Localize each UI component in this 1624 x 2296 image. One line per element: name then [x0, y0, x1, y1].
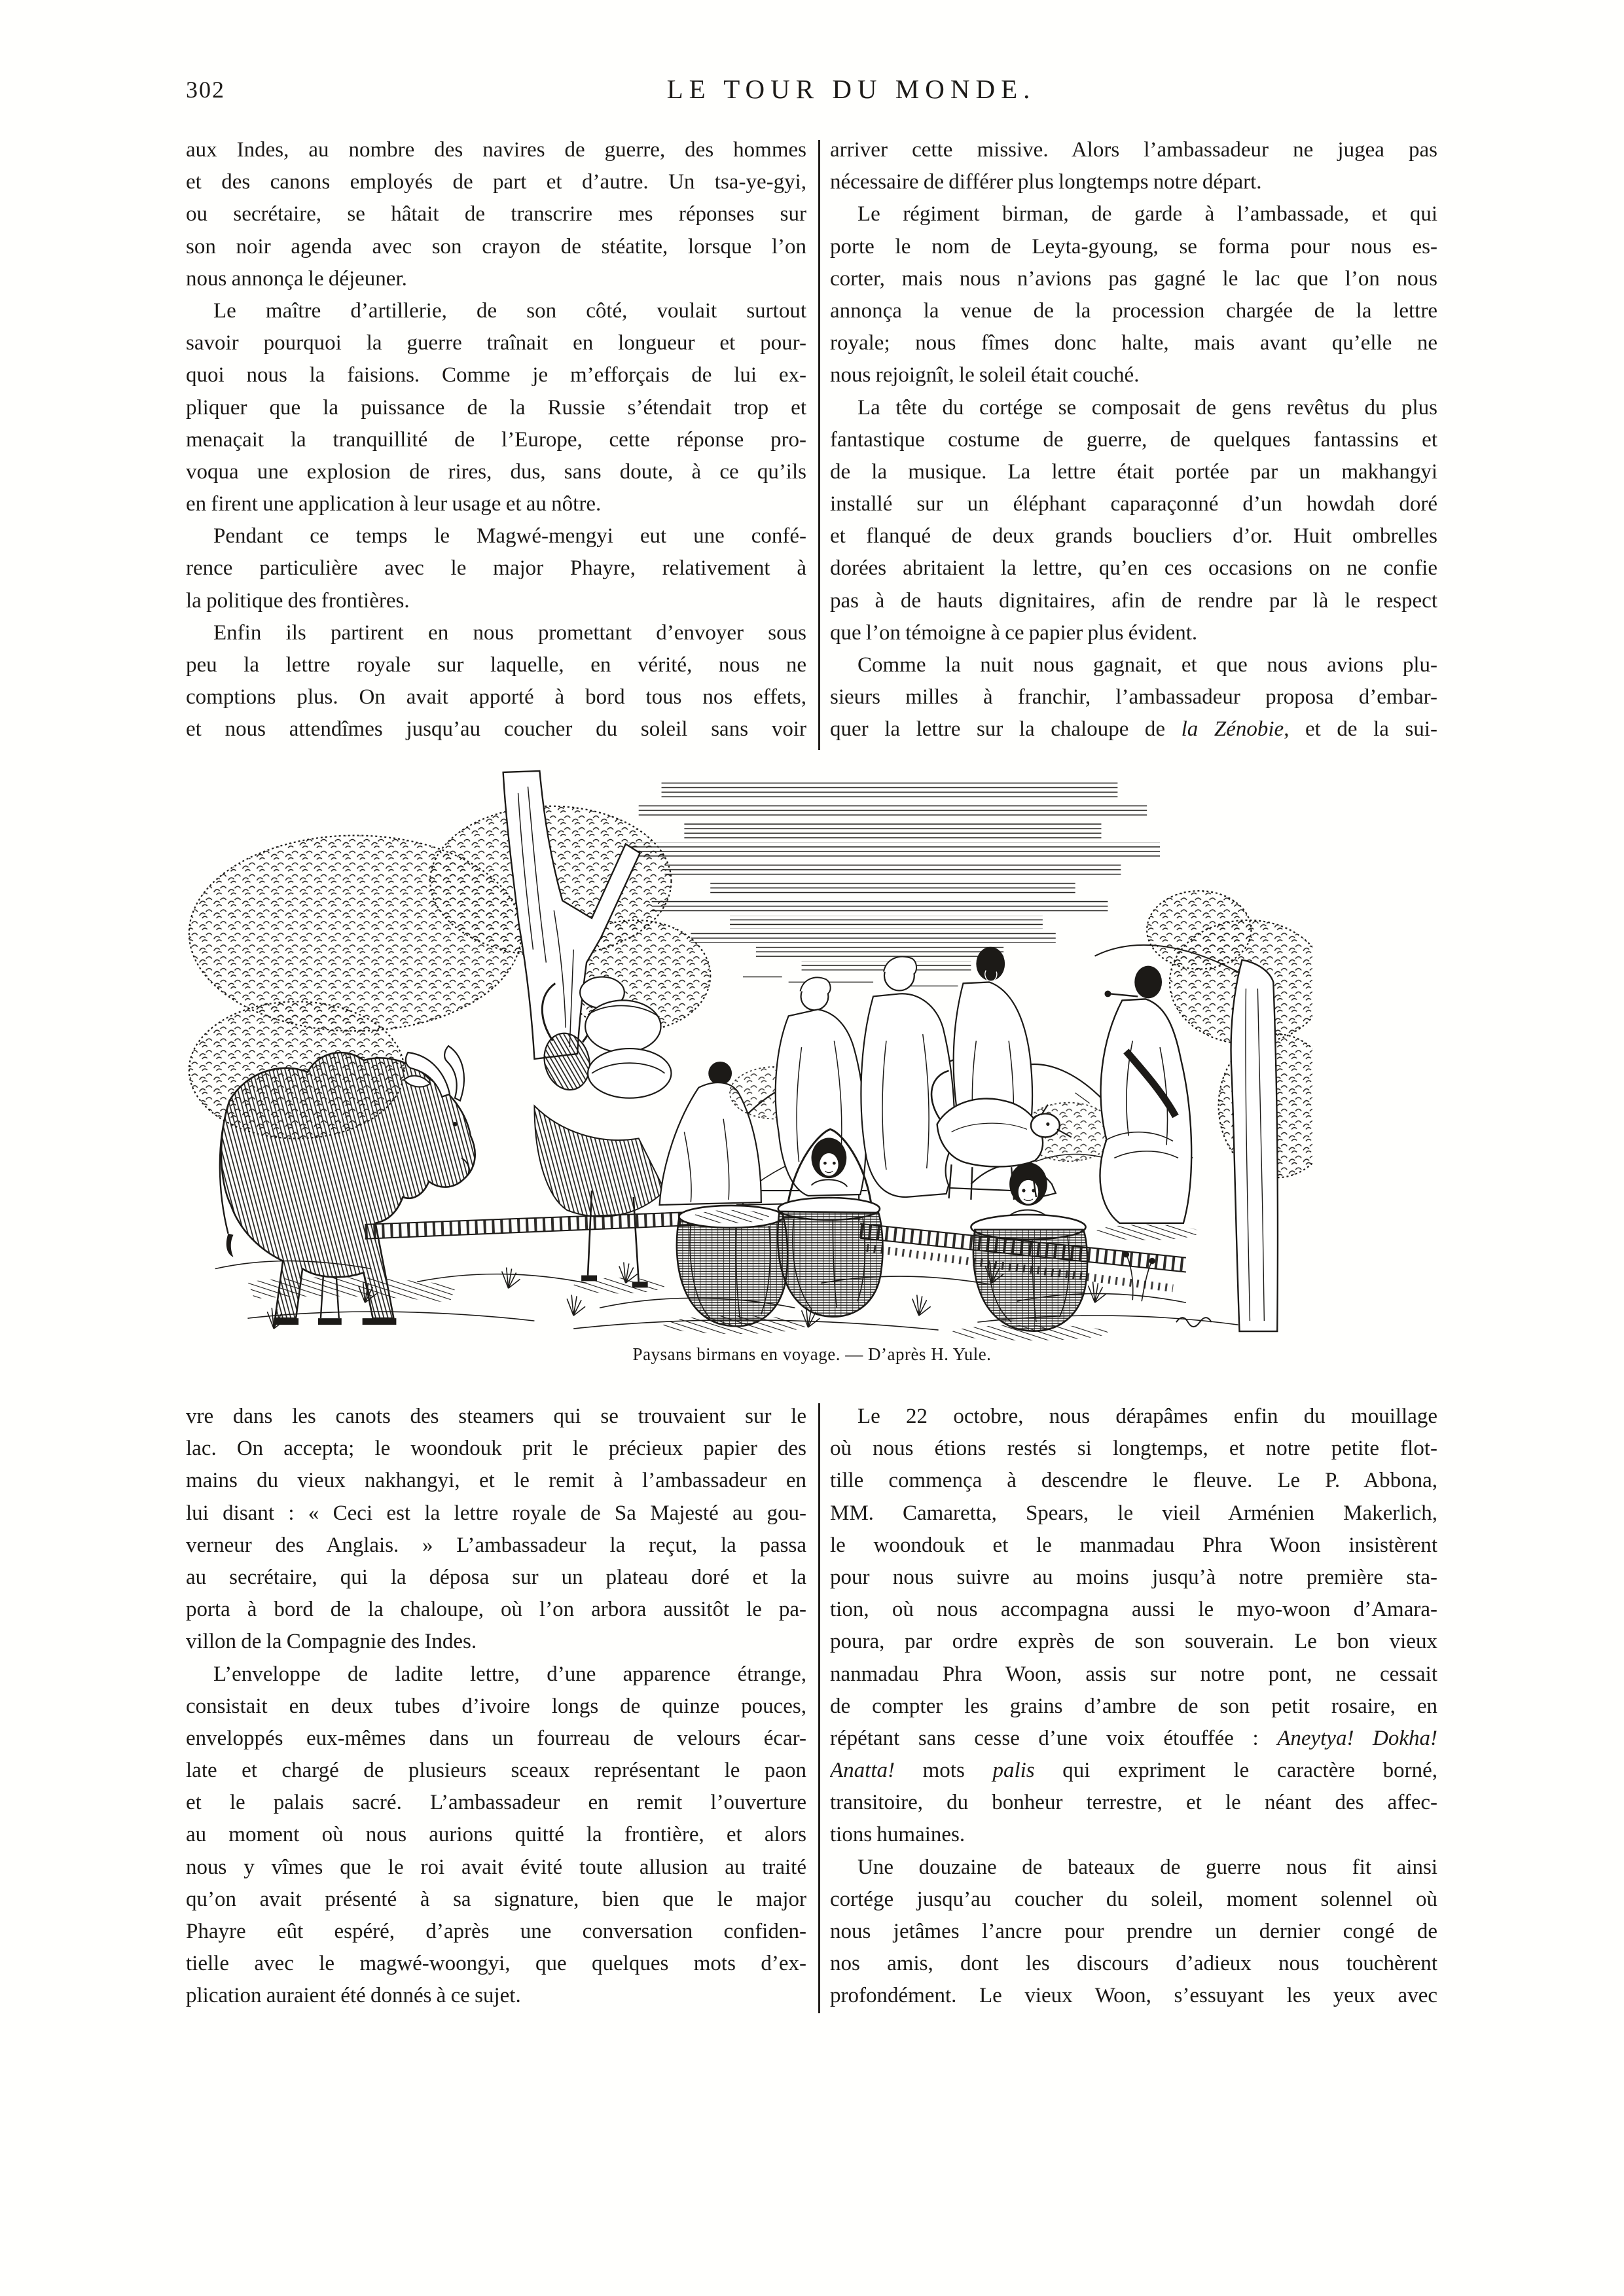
text-line: et des canons employés de part et d’autre. Un tsa-ye-gyi, — [186, 170, 806, 194]
text-line: son noir agenda avec son crayon de stéatite, lorsque l’on — [186, 234, 806, 259]
text-line: tille commença à descendre le fleuve. Le P. Abbona, — [830, 1469, 1437, 1493]
ox2-body — [534, 1106, 664, 1217]
text-line: Pendant ce temps le Magwé-mengyi eut une confé- — [213, 524, 806, 548]
text-line: vre dans les canots des steamers qui se trouvaient sur le — [186, 1405, 806, 1428]
text-line: ou secrétaire, se hâtait de transcrire mes réponses sur — [186, 202, 806, 226]
text-line: fantastique costume de guerre, de quelques fantassins et — [830, 427, 1437, 452]
text-line: au secrétaire, qui la déposa sur un plateau doré et la — [186, 1565, 806, 1589]
text-line: lui disant : « Ceci est la lettre royale de Sa Majesté au gou- — [186, 1501, 806, 1525]
text-line: corter, mais nous n’avions pas gagné le lac que l’on nous — [830, 266, 1437, 291]
text-line: Une douzaine de bateaux de guerre nous fit ainsi — [857, 1855, 1437, 1879]
page-number: 302 — [186, 77, 225, 103]
text-line: nanmadau Phra Woon, assis sur notre pont, ne cessait — [830, 1662, 1437, 1686]
text-line: verneur des Anglais. » L’ambassadeur la reçut, la passa — [186, 1533, 806, 1557]
column-bottom-right — [830, 1401, 1437, 2013]
text-line: nous jetâmes l’ancre pour prendre un dernier congé de — [830, 1920, 1437, 1943]
text-line: au moment où nous aurions quitté la frontière, et alors — [186, 1823, 806, 1847]
text-line: voqua une explosion de rires, dus, sans doute, à ce qu’ils — [186, 459, 806, 484]
text-line: profondément. Le vieux Woon, s’essuyant les yeux avec — [830, 1984, 1437, 2008]
text-line: nos amis, dont les discours d’adieux nous touchèrent — [830, 1952, 1437, 1976]
text-line: enveloppés eux-mêmes dans un fourreau de velours écar- — [186, 1726, 806, 1750]
text-line: où nous étions restés si longtemps, et notre petite flot- — [830, 1437, 1437, 1461]
text-line: savoir pourquoi la guerre traînait en longueur et pour- — [186, 331, 806, 355]
text-line: installé sur un éléphant caparaçonné d’un howdah doré — [830, 492, 1437, 516]
text-line: poura, par ordre exprès de son souverain. Le bon vieux — [830, 1630, 1437, 1654]
text-line: Phayre eût espéré, d’après une conversation confiden- — [186, 1920, 806, 1943]
text-line: de compter les grains d’ambre de son petit rosaire, en — [830, 1694, 1437, 1718]
engraving-illustration — [167, 767, 1312, 1340]
text-line: aux Indes, au nombre des navires de guerre, des hommes — [186, 138, 806, 162]
text-line: répétant sans cesse d’une voix étouffée : Aneytya! Dokha! — [830, 1726, 1437, 1750]
text-line: comptions plus. On avait apporté à bord tous nos effets, — [186, 685, 806, 709]
text-line: tielle avec le magwé-woongyi, que quelques mots d’ex- — [186, 1952, 806, 1976]
text-line: mains du vieux nakhangyi, et le remit à l’ambassadeur en — [186, 1469, 806, 1493]
text-line: consistait en deux tubes d’ivoire longs de quinze pouces, — [186, 1694, 806, 1718]
text-line: lac. On accepta; le woondouk prit le précieux papier des — [186, 1437, 806, 1461]
column-divider-bottom — [818, 1403, 820, 2013]
column-top-left — [186, 134, 806, 746]
text-line: porta à bord de la chaloupe, où l’on arbora aussitôt le pa- — [186, 1598, 806, 1622]
text-line: Le 22 octobre, nous dérapâmes enfin du mouillage — [857, 1405, 1437, 1428]
text-line: et nous attendîmes jusqu’au coucher du soleil sans voir — [186, 717, 806, 742]
text-line: arriver cette missive. Alors l’ambassadeur ne jugea pas — [830, 138, 1437, 162]
text-line: nous annonça le déjeuner. — [186, 266, 407, 291]
text-line: et le palais sacré. L’ambassadeur en remit l’ouverture — [186, 1791, 806, 1815]
text-line: villon de la Compagnie des Indes. — [186, 1630, 477, 1654]
text-line: pour nous suivre au moins jusqu’à notre première sta- — [830, 1565, 1437, 1589]
text-line: transitoire, du bonheur terrestre, et le néant des affec- — [830, 1791, 1437, 1815]
basket-left-empty — [677, 1206, 787, 1326]
text-line: nous rejoignît, le soleil était couché. — [830, 363, 1140, 387]
text-line: porte le nom de Leyta-gyoung, se forma pour nous es- — [830, 234, 1437, 259]
text-line: la politique des frontières. — [186, 588, 410, 613]
text-line: Anatta! mots palis qui expriment le caractère borné, — [830, 1759, 1437, 1783]
text-line: qu’on avait présenté à sa signature, bien que le major — [186, 1887, 806, 1911]
sky-strokes — [743, 977, 958, 986]
text-line: royale; nous fîmes donc halte, mais avant qu’elle ne — [830, 331, 1437, 355]
text-line: Le régiment birman, de garde à l’ambassade, et qui — [857, 202, 1437, 226]
column-divider-top — [818, 140, 820, 750]
text-line: pliquer que la puissance de la Russie s’étendait trop et — [186, 395, 806, 420]
text-line: rence particulière avec le major Phayre, relativement à — [186, 556, 806, 581]
journal-title: LE TOUR DU MONDE. — [666, 74, 1036, 104]
text-line: le woondouk et le manmadau Phra Woon insistèrent — [830, 1533, 1437, 1557]
text-line: peu la lettre royale sur laquelle, en vérité, nous ne — [186, 653, 806, 677]
figure-man-white-turban — [861, 957, 954, 1197]
text-line: L’enveloppe de ladite lettre, d’une apparence étrange, — [213, 1662, 806, 1686]
text-line: plication auraient été donnés à ce sujet. — [186, 1984, 521, 2008]
text-line: nécessaire de différer plus longtemps notre départ. — [830, 170, 1262, 194]
text-line: de la musique. La lettre était portée par un makhangyi — [830, 459, 1437, 484]
text-line: menaçait la tranquillité de l’Europe, cette réponse pro- — [186, 427, 806, 452]
text-line: annonça la venue de la procession chargée de la lettre — [830, 298, 1437, 323]
text-line: pas à de hauts dignitaires, afin de rendre par là le respect — [830, 588, 1437, 613]
text-line: tions humaines. — [830, 1823, 965, 1847]
text-line: La tête du cortége se composait de gens revêtus du plus — [857, 395, 1437, 420]
text-line: quer la lettre sur la chaloupe de la Zénobie, et de la sui- — [830, 717, 1437, 742]
text-line: que l’on témoigne à ce papier plus évident. — [830, 620, 1198, 645]
sky-hatching — [626, 781, 1160, 971]
text-line: quoi nous la faisions. Comme je m’efforçais de lui ex- — [186, 363, 806, 387]
column-bottom-left — [186, 1401, 806, 2013]
text-line: late et chargé de plusieurs sceaux représentant le paon — [186, 1759, 806, 1783]
seated-group-center — [730, 947, 1114, 1197]
text-line: Le maître d’artillerie, de son côté, voulait surtout — [213, 298, 806, 323]
column-top-right — [830, 134, 1437, 746]
text-line: tion, où nous accompagna aussi le myo-woon d’Amara- — [830, 1598, 1437, 1622]
text-line: et flanqué de deux grands boucliers d’or. Huit ombrelles — [830, 524, 1437, 548]
text-line: dorées abritaient la lettre, qu’en ces occasions on ne confie — [830, 556, 1437, 581]
text-line: en firent une application à leur usage et au nôtre. — [186, 492, 602, 516]
text-line: MM. Camaretta, Spears, le vieil Arménien Makerlich, — [830, 1501, 1437, 1525]
text-line: nous y vîmes que le roi avait évité toute allusion au traité — [186, 1855, 806, 1879]
text-line: Comme la nuit nous gagnait, et que nous avions plu- — [857, 653, 1437, 677]
text-line: cortége jusqu’au coucher du soleil, moment solennel où — [830, 1887, 1437, 1911]
text-line: Enfin ils partirent en nous promettant d’envoyer sous — [213, 620, 806, 645]
illustration-caption: Paysans birmans en voyage. — D’après H. Yule. — [632, 1344, 992, 1364]
text-line: sieurs milles à franchir, l’ambassadeur proposa d’embar- — [830, 685, 1437, 709]
